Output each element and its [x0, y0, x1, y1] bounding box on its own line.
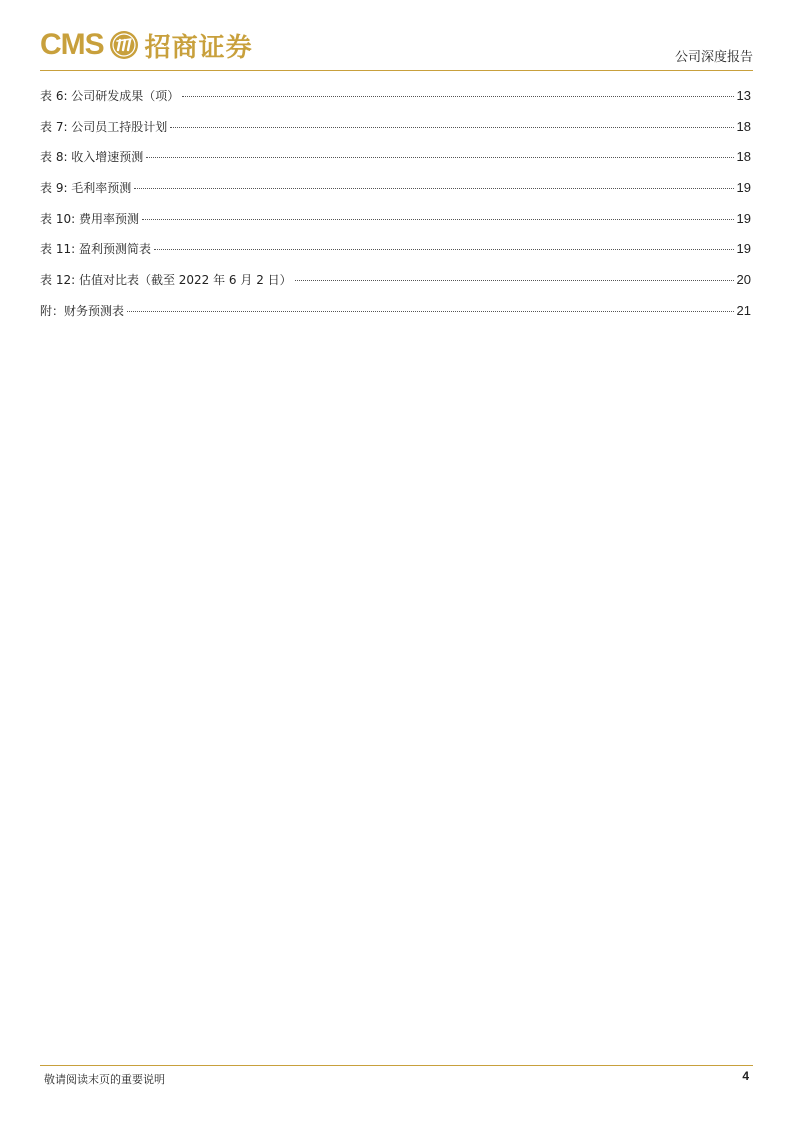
toc-entry-page: 19: [736, 180, 751, 196]
toc-entry-label: 附：财务预测表: [40, 303, 125, 318]
toc-entry[interactable]: [40, 118, 751, 149]
logo-latin-text: CMS: [40, 28, 104, 61]
page-number: 4: [742, 1069, 749, 1083]
report-type-label: 公司深度报告: [674, 50, 753, 65]
toc-entry-label: 表 7: 公司员工持股计划: [40, 119, 168, 134]
toc-dot-leader: [134, 188, 733, 189]
toc-entry-label: 表 9: 毛利率预测: [40, 181, 132, 196]
toc-entry[interactable]: [40, 302, 751, 333]
table-of-contents: [40, 87, 751, 333]
toc-entry-page: 19: [736, 241, 751, 257]
toc-dot-leader: [146, 157, 733, 158]
toc-entry[interactable]: [40, 210, 751, 241]
cms-emblem-icon: [109, 30, 139, 60]
toc-entry-page: 18: [736, 118, 751, 134]
toc-entry-label: 表 8: 收入增速预测: [40, 150, 144, 165]
header-divider: [40, 70, 753, 71]
page-header: [40, 20, 753, 72]
toc-dot-leader: [295, 280, 734, 281]
toc-entry-label: 表 6: 公司研发成果（项）: [40, 89, 180, 103]
toc-entry-page: 19: [736, 210, 751, 226]
toc-dot-leader: [142, 219, 734, 220]
toc-entry[interactable]: [40, 240, 751, 271]
footer-disclaimer-note: 敬请阅读末页的重要说明: [44, 1073, 165, 1086]
toc-dot-leader: [127, 311, 734, 312]
toc-entry-label: 表 10: 费用率预测: [40, 211, 139, 226]
toc-entry-label: 表 12: 估值对比表（截至 2022 年 6 月 2 日）: [40, 273, 292, 288]
company-logo: [40, 26, 253, 64]
toc-entry-label: 表 11: 盈利预测简表: [40, 242, 151, 257]
toc-dot-leader: [170, 127, 733, 128]
toc-entry[interactable]: [40, 148, 751, 179]
toc-entry[interactable]: [40, 271, 751, 302]
toc-entry[interactable]: [40, 179, 751, 210]
toc-dot-leader: [182, 96, 733, 97]
toc-entry-page: 18: [736, 149, 751, 165]
toc-dot-leader: [154, 249, 734, 250]
footer-divider: [40, 1065, 753, 1066]
toc-entry-page: 20: [736, 272, 751, 288]
toc-entry-page: 13: [736, 88, 751, 103]
toc-entry-page: 21: [736, 302, 751, 318]
toc-entry[interactable]: [40, 87, 751, 118]
logo-chinese-text: 招商证券: [144, 32, 253, 63]
